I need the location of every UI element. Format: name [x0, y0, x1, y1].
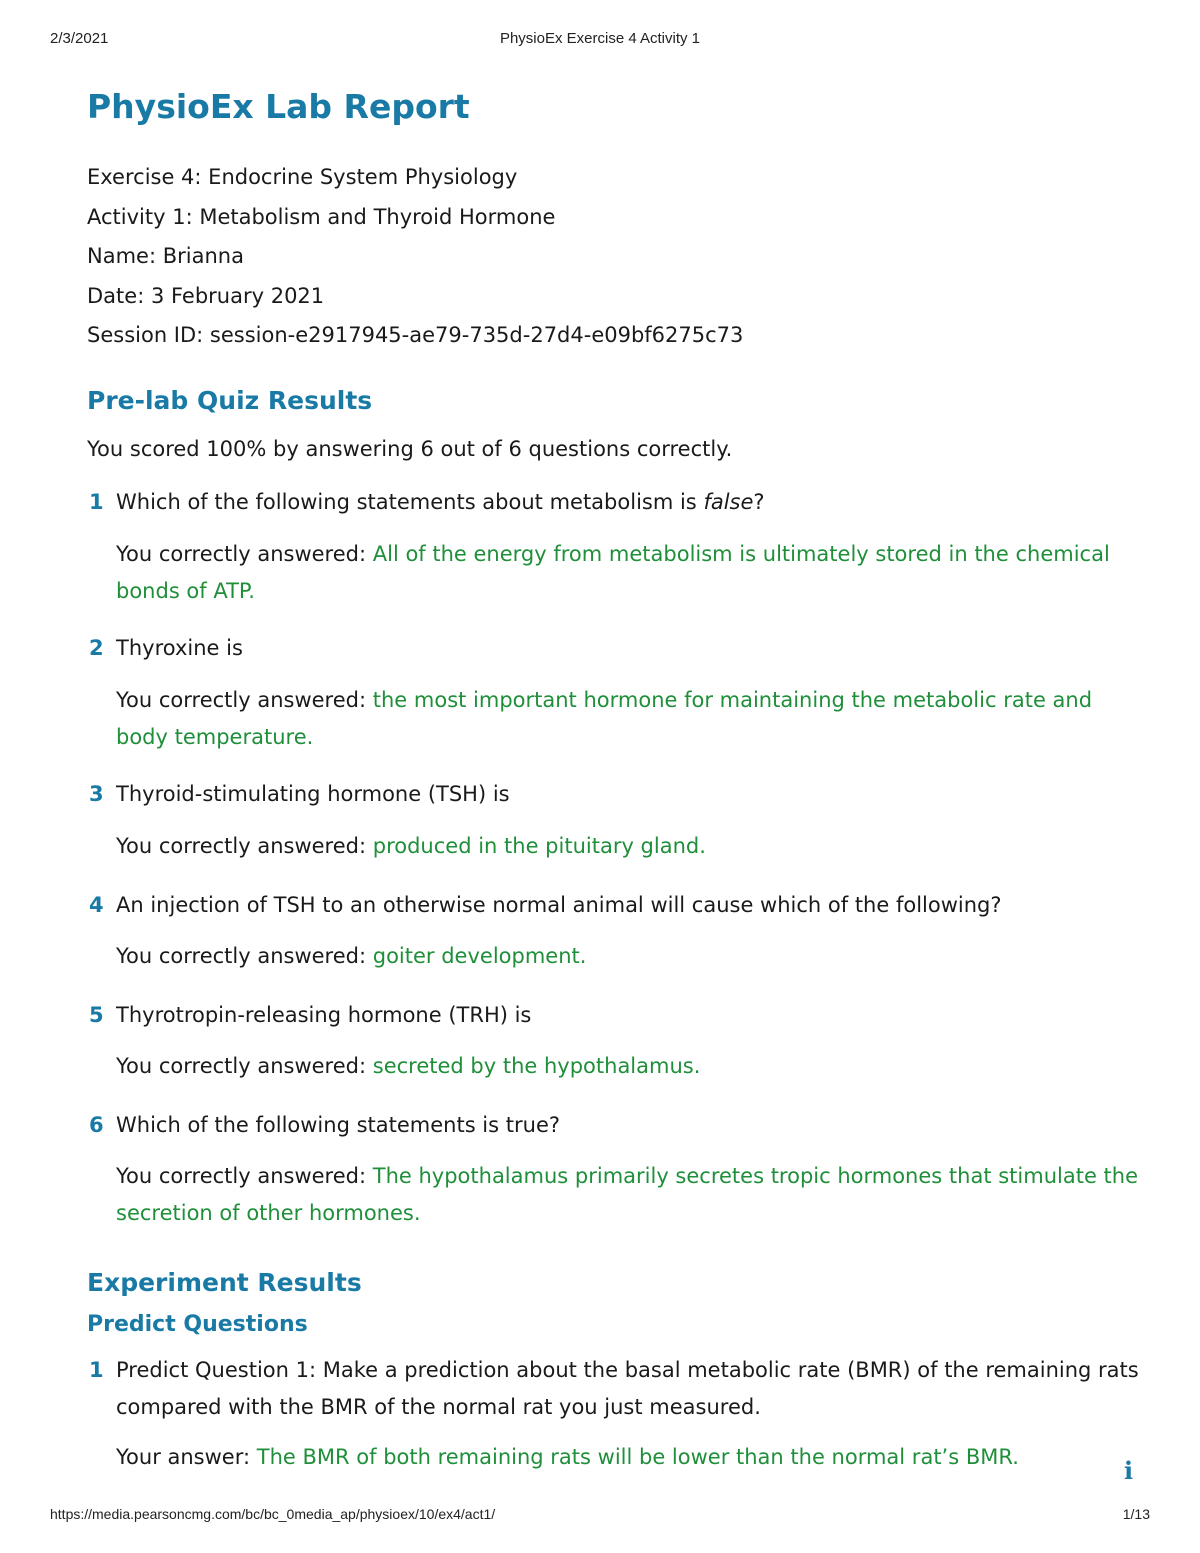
print-title: PhysioEx Exercise 4 Activity 1 [499, 30, 701, 47]
answer-prefix: You correctly answered: [116, 943, 367, 968]
question-text: Thyrotropin-releasing hormone (TRH) is [116, 1002, 532, 1027]
activity-line: Activity 1: Metabolism and Thyroid Hormone [87, 204, 556, 229]
quiz-question [87, 887, 1147, 924]
predict-heading: Predict Questions [87, 1311, 308, 1337]
exercise-line: Exercise 4: Endocrine System Physiology [87, 165, 518, 189]
correct-answer: secreted by the hypothalamus. [372, 1053, 701, 1078]
print-footer [50, 1506, 1150, 1526]
question-number: 3 [89, 781, 104, 806]
report-meta [87, 158, 1147, 356]
report-title: PhysioEx Lab Report [87, 87, 470, 126]
quiz-question [87, 997, 1147, 1034]
quiz-answer [116, 828, 1147, 865]
print-header [50, 30, 1150, 50]
quiz-score: You scored 100% by answering 6 out of 6 questions correctly. [87, 436, 733, 461]
question-number: 5 [89, 1002, 104, 1027]
correct-answer: produced in the pituitary gland. [372, 833, 706, 858]
date-line: Date: 3 February 2021 [87, 283, 325, 308]
question-number: 4 [89, 892, 104, 917]
quiz-answer [116, 1048, 1147, 1085]
correct-answer: the most important hormone for maintaining the metabolic rate and body temperature. [116, 687, 1093, 749]
question-number: 2 [89, 635, 104, 660]
question-text: Thyroxine is [116, 635, 243, 660]
question-text-end: ? [753, 489, 765, 514]
correct-answer: goiter development. [372, 943, 587, 968]
info-icon[interactable]: i [1124, 1456, 1134, 1485]
predict-answer [116, 1439, 1147, 1476]
correct-answer: The hypothalamus primarily secretes tropic hormones that stimulate the secretion of other hormones. [116, 1163, 1138, 1225]
session-line: Session ID: session-e2917945-ae79-735d-27d4-e09bf6275c73 [87, 323, 744, 347]
experiment-heading: Experiment Results [87, 1267, 362, 1297]
correct-answer: All of the energy from metabolism is ultimately stored in the chemical bonds of ATP. [116, 541, 1110, 603]
quiz-answer [116, 1158, 1147, 1232]
quiz-question [87, 630, 1147, 667]
question-emphasis: false [703, 489, 754, 514]
your-answer: The BMR of both remaining rats will be lower than the normal rat’s BMR. [256, 1444, 1019, 1469]
question-number: 1 [89, 489, 104, 514]
quiz-answer [116, 682, 1147, 756]
predict-number: 1 [89, 1357, 104, 1382]
name-line: Name: Brianna [87, 244, 244, 268]
quiz-question [87, 776, 1147, 813]
question-text: An injection of TSH to an otherwise normal animal will cause which of the following? [116, 892, 1002, 917]
question-text: Which of the following statements about metabolism is [116, 489, 704, 514]
quiz-answer [116, 536, 1147, 610]
your-answer-prefix: Your answer: [116, 1444, 251, 1469]
answer-prefix: You correctly answered: [116, 541, 367, 566]
predict-question [87, 1352, 1147, 1426]
quiz-question [87, 1107, 1147, 1144]
answer-prefix: You correctly answered: [116, 1163, 367, 1188]
print-date: 2/3/2021 [50, 30, 109, 47]
question-text: Which of the following statements is true? [116, 1112, 561, 1137]
page-url: https://media.pearsoncmg.com/bc/bc_0media_ap/physioex/10/ex4/act1/ [50, 1506, 496, 1522]
page-number: 1/13 [1122, 1506, 1150, 1522]
question-number: 6 [89, 1112, 104, 1137]
lab-report [87, 84, 1147, 1476]
predict-text: Predict Question 1: Make a prediction about the basal metabolic rate (BMR) of the remaining rats compared with the BMR of the normal rat you just measured. [116, 1357, 1139, 1419]
quiz-question [87, 484, 1147, 521]
quiz-answer [116, 938, 1147, 975]
answer-prefix: You correctly answered: [116, 687, 367, 712]
question-text: Thyroid-stimulating hormone (TSH) is [116, 781, 510, 806]
prelab-heading: Pre-lab Quiz Results [87, 385, 373, 415]
answer-prefix: You correctly answered: [116, 1053, 367, 1078]
answer-prefix: You correctly answered: [116, 833, 367, 858]
